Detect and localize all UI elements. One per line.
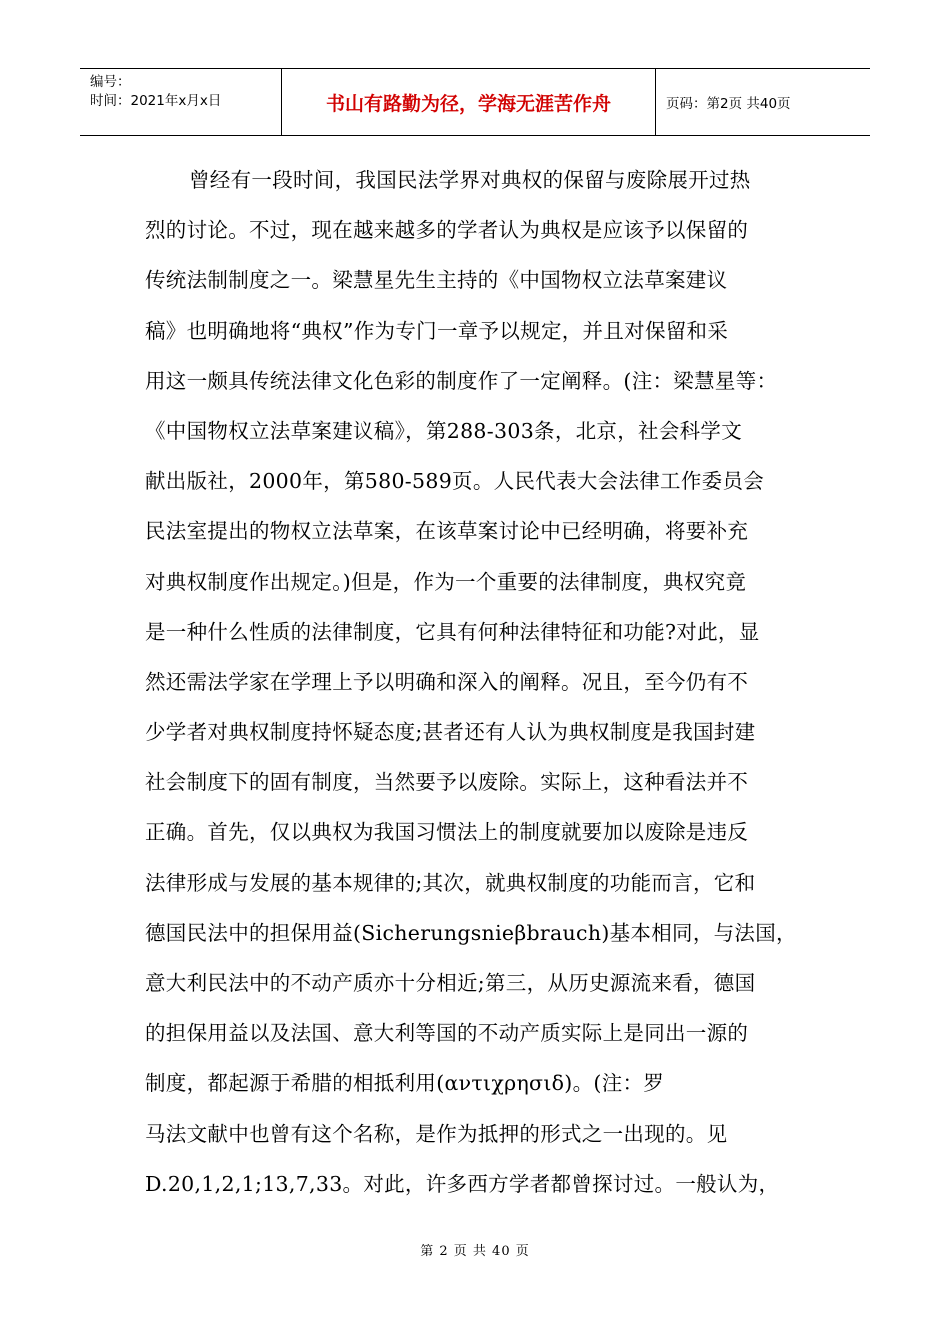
header-motto: 书山有路勤为径，学海无涯苦作舟 <box>282 69 656 135</box>
page-header <box>80 68 870 136</box>
text-line: D.20,1,2,1;13,7,33。对此，许多西方学者都曾探讨过。一般认为， <box>145 1171 780 1196</box>
text-line: 然还需法学家在学理上予以明确和深入的阐释。况且，至今仍有不 <box>145 669 749 694</box>
header-meta-cell <box>80 69 282 135</box>
text-line: 用这一颇具传统法律文化色彩的制度作了一定阐释。(注：梁慧星等： <box>145 368 778 393</box>
text-line: 稿》也明确地将“典权”作为专门一章予以规定，并且对保留和采 <box>145 318 729 343</box>
text-line: 民法室提出的物权立法草案，在该草案讨论中已经明确，将要补充 <box>145 519 749 544</box>
text-line: 《中国物权立法草案建议稿》，第288-303条，北京，社会科学文 <box>145 418 743 443</box>
text-line: 马法文献中也曾有这个名称，是作为抵押的形式之一出现的。见 <box>145 1121 728 1146</box>
text-line: 社会制度下的固有制度，当然要予以废除。实际上，这种看法并不 <box>145 770 749 795</box>
text-line: 制度，都起源于希腊的相抵利用(αντιχρησιδ)。(注：罗 <box>145 1071 665 1096</box>
text-line: 正确。首先，仅以典权为我国习惯法上的制度就要加以废除是违反 <box>145 820 749 845</box>
text-line: 法律形成与发展的基本规律的;其次，就典权制度的功能而言，它和 <box>145 870 756 895</box>
text-line: 德国民法中的担保用益(Sicherungsnieβbrauch)基本相同，与法国， <box>145 920 797 945</box>
header-page-info: 页码：第2页 共40页 <box>666 96 791 112</box>
text-line: 烈的讨论。不过，现在越来越多的学者认为典权是应该予以保留的 <box>145 218 749 243</box>
number-label: 编号： <box>90 74 131 90</box>
text-line: 传统法制制度之一。梁慧星先生主持的《中国物权立法草案建议 <box>145 268 728 293</box>
text-line: 的担保用益以及法国、意大利等国的不动产质实际上是同出一源的 <box>145 1021 749 1046</box>
text-line: 对典权制度作出规定。)但是，作为一个重要的法律制度，典权究竟 <box>145 569 747 594</box>
date-label: 时间：2021年x月x日 <box>90 93 222 109</box>
text-line: 意大利民法中的不动产质亦十分相近;第三，从历史源流来看，德国 <box>145 971 756 995</box>
page-footer: 第 2 页 共 40 页 <box>420 1244 530 1259</box>
text-line: 献出版社，2000年，第580-589页。人民代表大会法律工作委员会 <box>145 469 765 494</box>
text-line: 曾经有一段时间，我国民法学界对典权的保留与废除展开过热 <box>189 168 751 192</box>
text-line: 是一种什么性质的法律制度，它具有何种法律特征和功能?对此，显 <box>145 619 760 644</box>
text-line: 少学者对典权制度持怀疑态度;甚者还有人认为典权制度是我国封建 <box>145 720 756 745</box>
body-text <box>145 155 830 1209</box>
